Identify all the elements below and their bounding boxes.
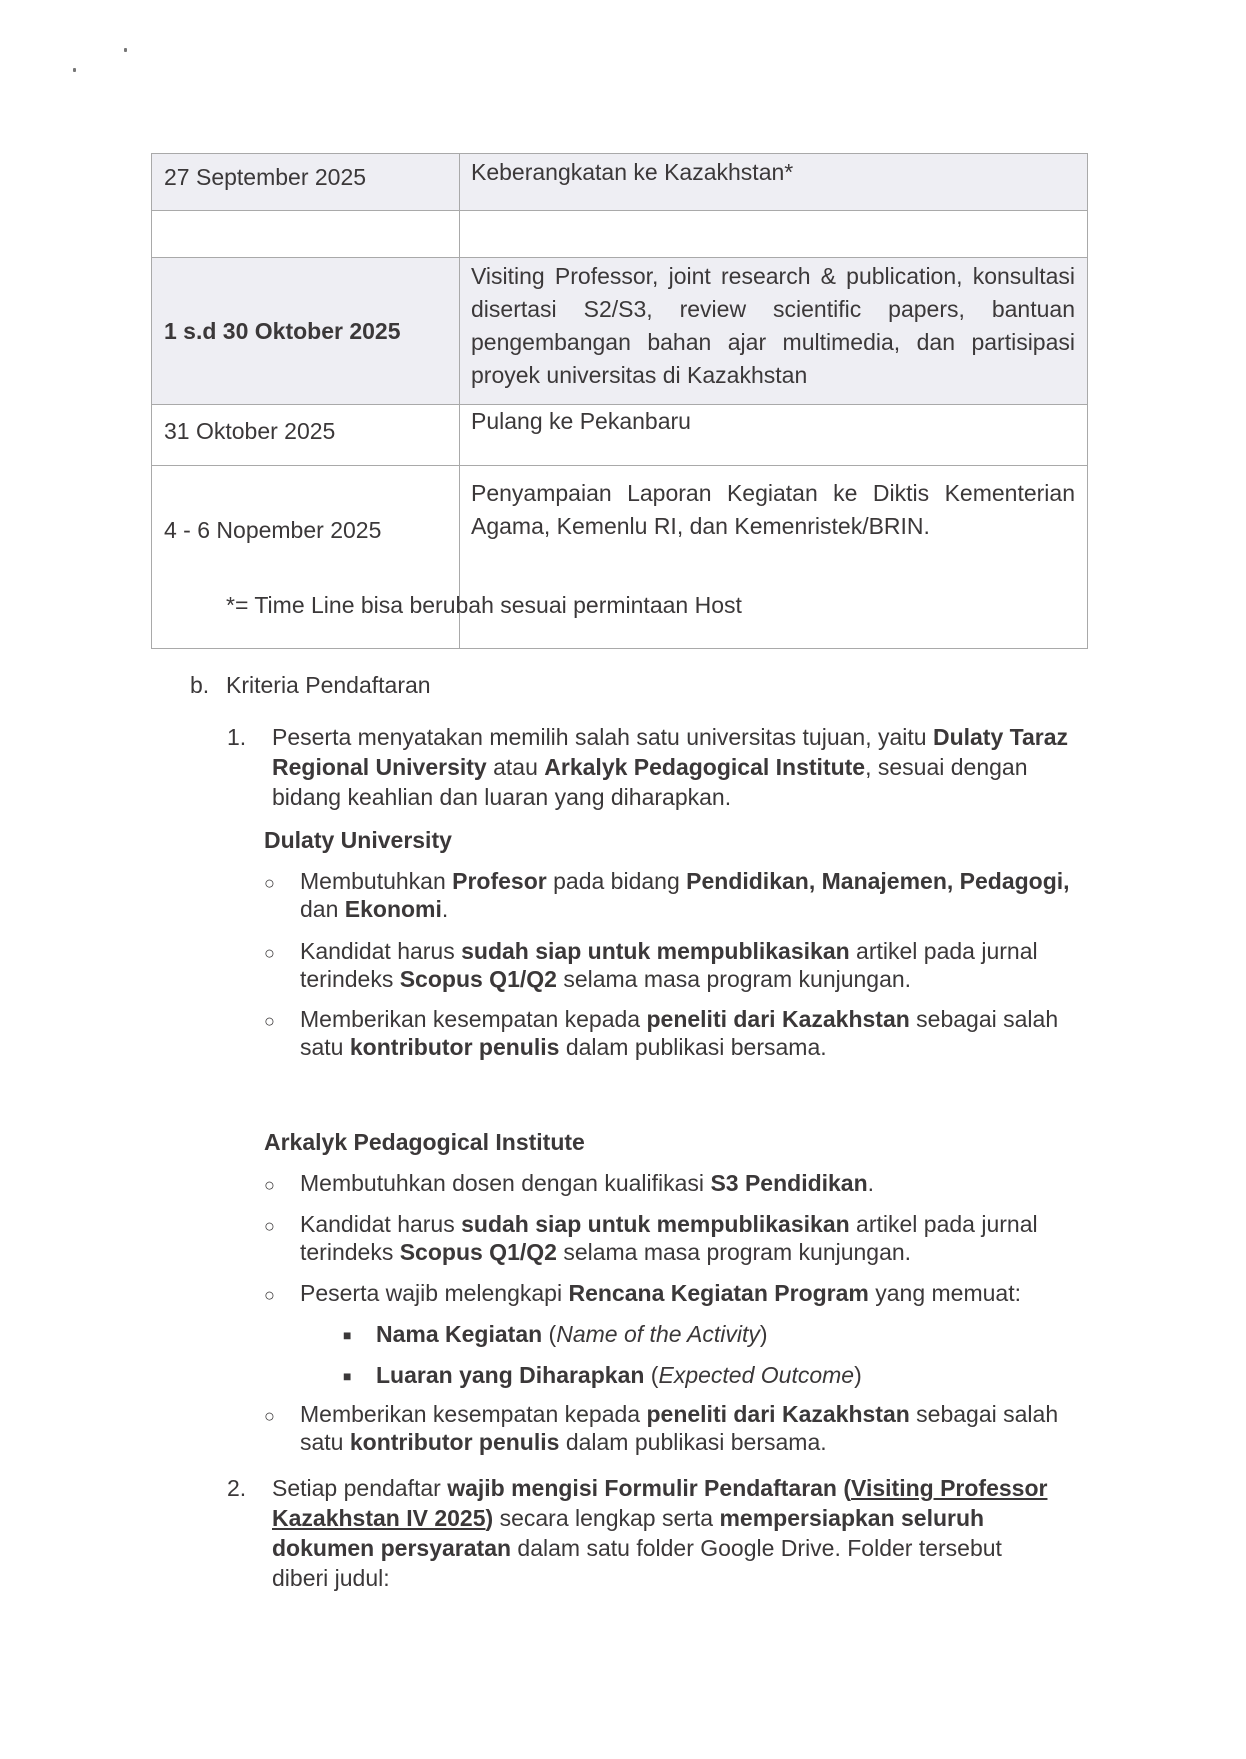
text-run: Membutuhkan dosen dengan kualifikasi	[300, 1170, 711, 1196]
text-run: (	[644, 1362, 659, 1388]
circle-bullet-icon: ○	[264, 1285, 275, 1305]
text-run: Setiap pendaftar	[272, 1475, 448, 1501]
dulaty-bullet	[264, 1005, 1094, 1061]
text-bold: )	[485, 1505, 494, 1531]
text-run: Membutuhkan	[300, 868, 453, 894]
text-bold: S3 Pendidikan	[710, 1170, 868, 1196]
university-name: Dulaty Taraz Regional University	[272, 724, 1069, 780]
date-cell: 4 - 6 Nopember 2025	[152, 466, 460, 649]
table-row	[152, 211, 1088, 258]
text-run: (	[542, 1321, 557, 1347]
text-run: selama masa program kunjungan.	[556, 966, 912, 992]
arkalyk-heading: Arkalyk Pedagogical Institute	[264, 1129, 585, 1155]
arkalyk-bullet	[264, 1169, 1094, 1199]
dulaty-heading: Dulaty University	[264, 827, 452, 853]
text-bold: sudah siap untuk mempublikasikan	[461, 1211, 850, 1237]
text-run: Kandidat harus	[300, 938, 462, 964]
sub-item-text	[376, 1319, 768, 1350]
table-row	[152, 154, 1088, 211]
date-cell	[152, 211, 460, 258]
sub-item-text	[376, 1360, 862, 1391]
university-name: Arkalyk Pedagogical Institute	[544, 754, 866, 780]
form-title-underlined: Visiting Professor Kazakhstan IV 2025	[272, 1475, 1048, 1531]
text-run: )	[854, 1362, 862, 1388]
section-heading	[190, 672, 1090, 699]
bullet-text	[300, 1005, 1094, 1061]
section-b	[190, 672, 1090, 1591]
text-run: pada bidang	[546, 868, 687, 894]
text-run: artikel pada jurnal terindeks	[300, 938, 1038, 992]
activity-cell	[460, 211, 1088, 258]
date-cell: 27 September 2025	[152, 154, 460, 211]
text-run: artikel pada jurnal terindeks	[300, 1211, 1038, 1265]
text-run: atau	[486, 754, 545, 780]
circle-bullet-icon: ○	[264, 1011, 275, 1031]
text-run: Peserta menyatakan memilih salah satu universitas tujuan, yaitu	[272, 724, 933, 750]
square-bullet-icon: ■	[343, 1368, 352, 1384]
criteria-item-2	[190, 1473, 1050, 1593]
text-run: dalam publikasi bersama.	[559, 1429, 827, 1455]
circle-bullet-icon: ○	[264, 1175, 275, 1195]
text-bold: kontributor penulis	[349, 1429, 560, 1455]
section-marker: b.	[190, 672, 210, 698]
section-title: Kriteria Pendaftaran	[226, 672, 431, 698]
timeline-table	[151, 153, 1088, 649]
text-run: Peserta wajib melengkapi	[300, 1280, 569, 1306]
text-run: yang memuat:	[868, 1280, 1021, 1306]
bullet-text	[300, 1279, 1094, 1309]
table-row	[152, 466, 1088, 649]
item-text	[272, 722, 1090, 812]
text-bold: Rencana Kegiatan Program	[568, 1280, 869, 1306]
scan-speck	[73, 68, 76, 72]
activity-cell: Pulang ke Pekanbaru	[460, 405, 1088, 466]
text-run: )	[759, 1321, 768, 1347]
activity-cell: Penyampaian Laporan Kegiatan ke Diktis Kementerian Agama, Kemenlu RI, dan Kemenristek/BRIN.	[460, 466, 1088, 649]
text-run: , sesuai dengan bidang keahlian dan luaran yang diharapkan.	[272, 754, 1028, 810]
scan-speck	[124, 48, 127, 52]
text-run: secara lengkap serta	[493, 1505, 720, 1531]
activity-cell: Visiting Professor, joint research & publication, konsultasi disertasi S2/S3, review scientific papers, bantuan pengembangan bahan ajar multimedia, dan partisipasi proyek universitas di Kazakhstan	[460, 258, 1088, 405]
activity-cell: Keberangkatan ke Kazakhstan*	[460, 154, 1088, 211]
bullet-text	[300, 1169, 1094, 1199]
text-run: .	[867, 1170, 875, 1196]
text-run: .	[441, 896, 449, 922]
text-italic: Expected Outcome	[658, 1362, 855, 1388]
sub-list-item	[343, 1360, 862, 1391]
bullet-text	[300, 867, 1094, 923]
dulaty-bullet	[264, 867, 1094, 923]
item-number: 1.	[227, 724, 247, 750]
timeline-footnote: *= Time Line bisa berubah sesuai permintaan Host	[226, 592, 742, 618]
criteria-item-1	[190, 722, 1090, 812]
text-bold: Scopus Q1/Q2	[399, 966, 557, 992]
item-number: 2.	[227, 1475, 247, 1501]
text-italic: Name of the Activity	[556, 1321, 760, 1347]
text-bold: peneliti dari Kazakhstan	[646, 1401, 910, 1427]
circle-bullet-icon: ○	[264, 1216, 275, 1236]
dulaty-bullet	[264, 937, 1094, 993]
text-bold: Scopus Q1/Q2	[399, 1239, 557, 1265]
sub-list-item	[343, 1319, 768, 1350]
text-run: Memberikan kesempatan kepada	[300, 1006, 647, 1032]
item-text	[272, 1473, 1050, 1593]
text-bold: kontributor penulis	[349, 1034, 560, 1060]
text-run: dalam publikasi bersama.	[559, 1034, 827, 1060]
square-bullet-icon: ■	[343, 1327, 352, 1343]
date-cell: 31 Oktober 2025	[152, 405, 460, 466]
arkalyk-bullet	[264, 1210, 1094, 1266]
table-row	[152, 405, 1088, 466]
arkalyk-bullet	[264, 1279, 1094, 1309]
circle-bullet-icon: ○	[264, 1406, 275, 1426]
circle-bullet-icon: ○	[264, 943, 275, 963]
text-bold: mempersiapkan seluruh dokumen persyaratan	[272, 1505, 985, 1561]
text-run: sebagai salah satu	[300, 1401, 1059, 1455]
text-bold: sudah siap untuk mempublikasikan	[461, 938, 850, 964]
text-bold: Ekonomi	[344, 896, 442, 922]
text-run: sebagai salah satu	[300, 1006, 1059, 1060]
circle-bullet-icon: ○	[264, 873, 275, 893]
text-run: Kandidat harus	[300, 1211, 462, 1237]
text-run: dan	[300, 896, 345, 922]
text-run: dalam satu folder Google Drive. Folder tersebut diberi judul:	[272, 1535, 1002, 1591]
text-bold: peneliti dari Kazakhstan	[646, 1006, 910, 1032]
bullet-text	[300, 1210, 1094, 1266]
text-run: selama masa program kunjungan.	[556, 1239, 912, 1265]
text-bold: Luaran yang Diharapkan	[376, 1362, 645, 1388]
text-run: Memberikan kesempatan kepada	[300, 1401, 647, 1427]
table-row	[152, 258, 1088, 405]
text-bold: Pendidikan, Manajemen, Pedagogi,	[686, 868, 1070, 894]
date-cell: 1 s.d 30 Oktober 2025	[152, 258, 460, 405]
text-bold: wajib mengisi Formulir Pendaftaran (	[447, 1475, 852, 1501]
text-bold: Profesor	[452, 868, 547, 894]
bullet-text	[300, 937, 1094, 993]
bullet-text	[300, 1400, 1094, 1456]
text-bold: Nama Kegiatan	[376, 1321, 543, 1347]
arkalyk-bullet	[264, 1400, 1094, 1456]
